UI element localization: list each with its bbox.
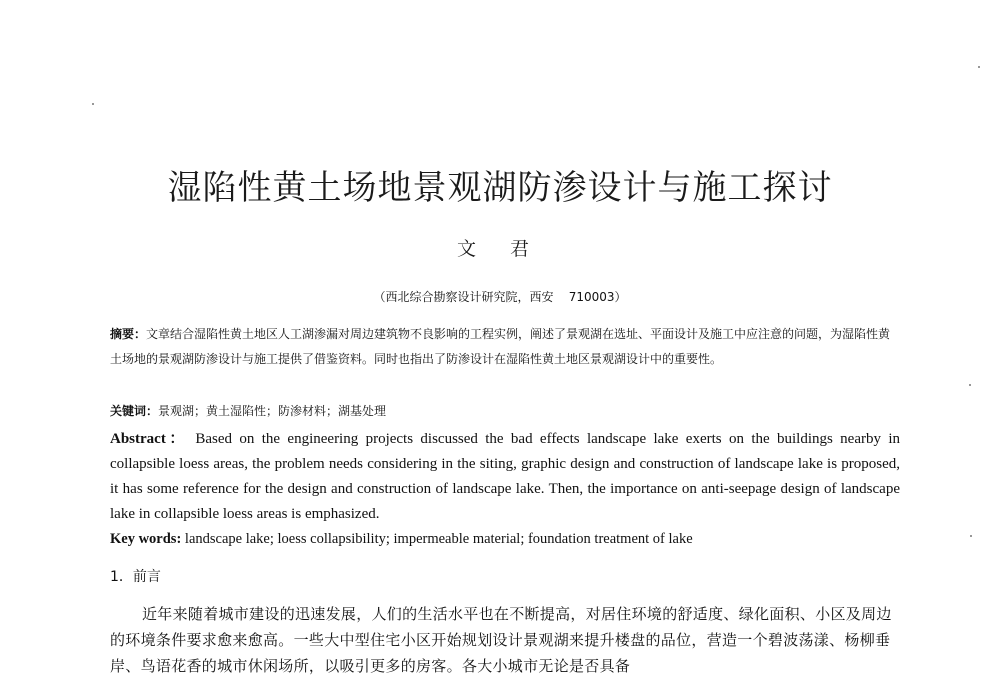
- abstract-english-label: Abstract：: [110, 431, 189, 447]
- author-name: 文 君: [456, 238, 544, 260]
- keywords-english: [110, 527, 900, 552]
- paper-title: 湿陷性黄土场地景观湖防渗设计与施工探讨: [167, 168, 833, 208]
- author-affiliation: （西北综合勘察设计研究院，西安 710003）: [373, 290, 627, 304]
- keywords-chinese: [110, 399, 900, 424]
- scan-speck: [970, 535, 972, 537]
- section-heading-introduction: 1．前言: [110, 569, 161, 585]
- abstract-english: [110, 427, 900, 527]
- keywords-chinese-text: 景观湖；黄土湿陷性；防渗材料；湖基处理: [158, 404, 387, 418]
- keywords-english-label: Key words:: [110, 531, 182, 547]
- abstract-chinese-label: 摘要：: [110, 327, 147, 341]
- abstract-english-text: Based on the engineering projects discussed the bad effects landscape lake exerts on the buildings nearby in collapsible loess areas, the problem needs considering in the siting, graphic design and construction of landscape lake is proposed, it has some reference for the design and construction of landscape lake. Then, the importance on anti-seepage design of landscape lake in collapsible loess areas is emphasized.: [110, 431, 901, 522]
- scan-speck: [978, 66, 980, 68]
- scan-speck: [92, 103, 94, 105]
- section-paragraph: 近年来随着城市建设的迅速发展，人们的生活水平也在不断提高，对居住环境的舒适度、绿化面积、小区及周边的环境条件要求愈来愈高。一些大中型住宅小区开始规划设计景观湖来提升楼盘的品位，营造一个碧波荡漾、杨柳垂岸、鸟语花香的城市休闲场所，以吸引更多的房客。各大小城市无论是否具备: [110, 605, 892, 675]
- abstract-chinese-text: 文章结合湿陷性黄土地区人工湖渗漏对周边建筑物不良影响的工程实例，阐述了景观湖在选址、平面设计及施工中应注意的问题，为湿陷性黄土场地的景观湖防渗设计与施工提供了借鉴资料。同时也指出了防渗设计在湿陷性黄土地区景观湖设计中的重要性。: [110, 327, 891, 366]
- keywords-english-text: landscape lake; loess collapsibility; impermeable material; foundation treatment of lake: [184, 531, 693, 547]
- scan-speck: [969, 384, 971, 386]
- abstract-chinese: [110, 322, 900, 372]
- keywords-chinese-label: 关键词：: [110, 404, 159, 418]
